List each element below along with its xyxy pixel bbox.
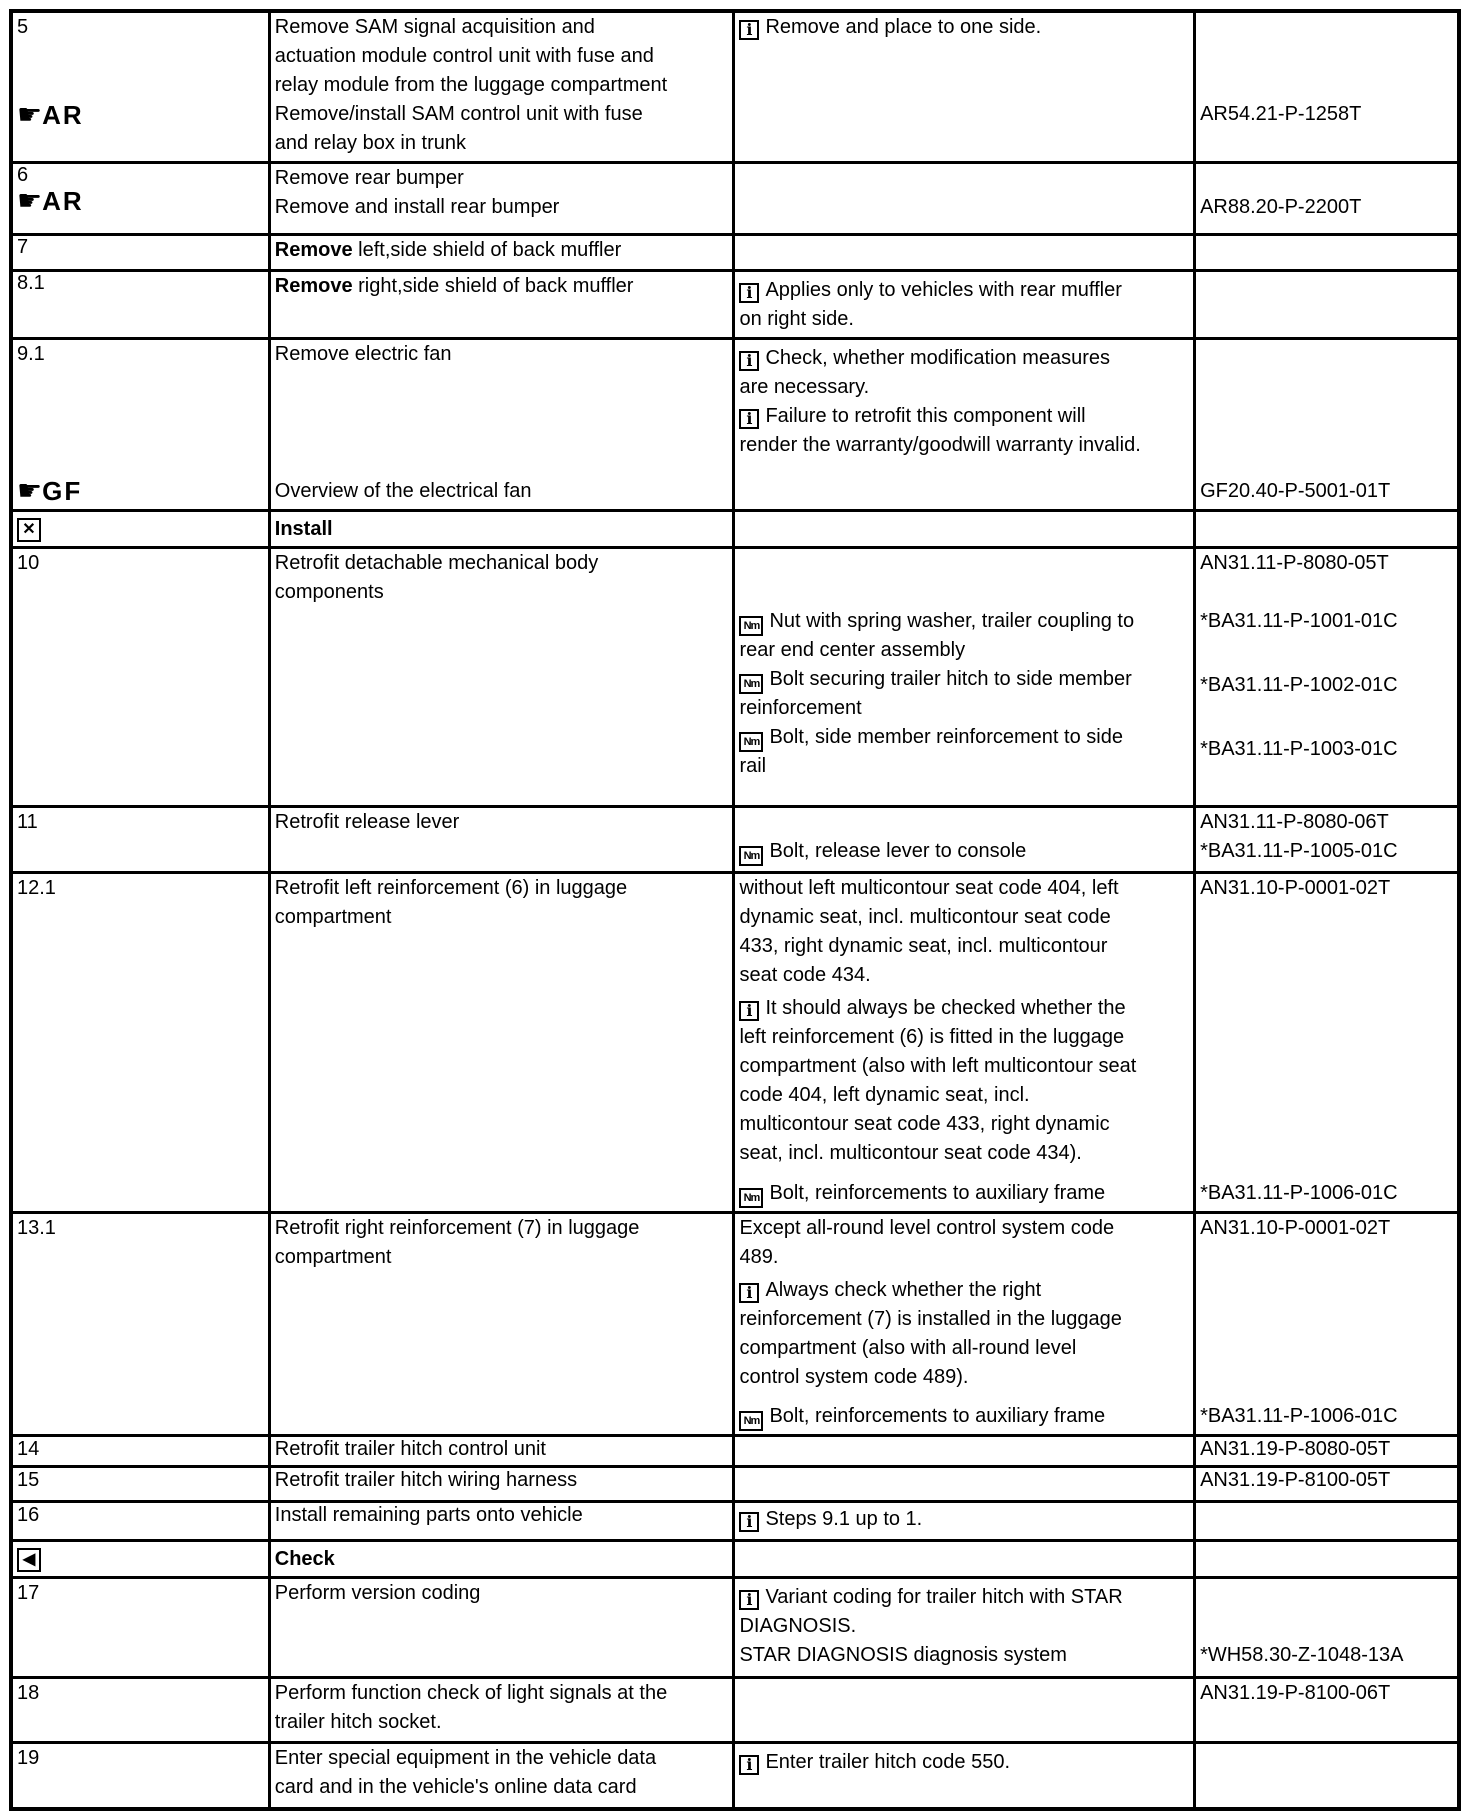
table-row	[11, 234, 1459, 270]
torque-text: Bolt, reinforcements to auxiliary frame	[769, 1181, 1106, 1204]
reference-link[interactable]: AN31.11-P-8080-06T	[1200, 810, 1389, 833]
torque-icon: Nm	[739, 1411, 763, 1431]
torque-icon: Nm	[739, 846, 763, 866]
procedure-table	[9, 9, 1461, 1811]
torque-text: reinforcement	[739, 696, 862, 719]
torque-text: rear end center assembly	[739, 638, 966, 661]
reference-link[interactable]: AR88.20-P-2200T	[1200, 195, 1362, 218]
table-row	[11, 270, 1459, 338]
step-number: 8.1	[17, 271, 45, 294]
info-icon: i	[739, 20, 759, 40]
section-row-check	[11, 1540, 1459, 1577]
ar-link[interactable]: ☛AR	[17, 183, 84, 217]
note-text: compartment (also with left multicontour seat	[739, 1054, 1137, 1077]
pointing-hand-icon: ☛	[17, 183, 43, 217]
step-text: Retrofit right reinforcement (7) in luggage	[274, 1216, 640, 1239]
step-text: Perform function check of light signals at the	[274, 1681, 668, 1704]
table-row	[11, 806, 1459, 872]
step-text: Remove/install SAM control unit with fuse	[274, 103, 643, 125]
step-text: Remove rear bumper	[274, 166, 464, 189]
table-row	[11, 1501, 1459, 1540]
table-row	[11, 1435, 1459, 1466]
note-text: reinforcement (7) is installed in the luggage	[739, 1307, 1122, 1330]
condition-text: dynamic seat, incl. multicontour seat code	[739, 905, 1111, 928]
step-number: 9.1	[17, 342, 45, 365]
condition-text: without left multicontour seat code 404, left	[739, 876, 1119, 899]
info-icon: i	[739, 1590, 759, 1610]
reference-link[interactable]: AN31.10-P-0001-02T	[1200, 1216, 1391, 1239]
step-text: Retrofit release lever	[274, 810, 460, 833]
note-text: Remove and place to one side.	[765, 16, 1042, 38]
step-text: right,side shield of back muffler	[352, 274, 634, 297]
info-icon: i	[739, 409, 759, 429]
note-text: Enter trailer hitch code 550.	[765, 1750, 1011, 1773]
step-text: Enter special equipment in the vehicle data	[274, 1746, 657, 1769]
step-number: 6	[17, 163, 29, 186]
torque-icon: Nm	[739, 1188, 763, 1208]
step-number: 5	[17, 16, 29, 38]
torque-icon: Nm	[739, 732, 763, 752]
note-text: Applies only to vehicles with rear muffler	[765, 278, 1122, 301]
step-text: Retrofit detachable mechanical body	[274, 551, 599, 574]
step-text: Remove SAM signal acquisition and	[274, 16, 595, 38]
note-text: control system code 489).	[739, 1365, 969, 1388]
step-number: 13.1	[17, 1216, 56, 1239]
reference-link[interactable]: *BA31.11-P-1005-01C	[1200, 839, 1398, 862]
info-icon: i	[739, 283, 759, 303]
note-text: Failure to retrofit this component will	[765, 404, 1086, 427]
action-verb: Remove	[274, 238, 353, 261]
step-text: and relay box in trunk	[274, 132, 466, 154]
table-row	[11, 11, 1459, 162]
reference-link[interactable]: GF20.40-P-5001-01T	[1200, 479, 1391, 502]
table-row	[11, 1742, 1459, 1809]
note-text: are necessary.	[739, 375, 870, 398]
pointing-hand-icon: ☛	[17, 473, 43, 507]
table-row	[11, 338, 1459, 510]
step-text: Retrofit left reinforcement (6) in luggage	[274, 876, 628, 899]
step-text: compartment	[274, 905, 392, 928]
step-number: 17	[17, 1581, 40, 1604]
table-row	[11, 1577, 1459, 1677]
install-icon: ✕	[17, 518, 41, 542]
gf-link[interactable]: ☛GF	[17, 473, 83, 507]
table-row	[11, 1466, 1459, 1501]
step-text: Retrofit trailer hitch wiring harness	[274, 1468, 578, 1491]
section-heading: Install	[274, 517, 333, 540]
reference-link[interactable]: AN31.19-P-8100-06T	[1200, 1681, 1391, 1704]
table-row	[11, 162, 1459, 234]
action-verb: Remove	[274, 274, 353, 297]
step-text: components	[274, 580, 384, 603]
reference-link[interactable]: *BA31.11-P-1003-01C	[1200, 737, 1398, 760]
condition-text: 489.	[739, 1245, 779, 1268]
torque-text: Bolt, release lever to console	[769, 839, 1027, 862]
note-text: Always check whether the right	[765, 1278, 1042, 1301]
reference-link[interactable]: AN31.19-P-8100-05T	[1200, 1468, 1391, 1491]
note-text: seat, incl. multicontour seat code 434).	[739, 1141, 1082, 1164]
step-number: 16	[17, 1503, 40, 1526]
reference-link[interactable]: *BA31.11-P-1001-01C	[1200, 609, 1398, 632]
condition-text: 433, right dynamic seat, incl. multicontour	[739, 934, 1108, 957]
note-text: render the warranty/goodwill warranty invalid.	[739, 433, 1141, 456]
step-text: relay module from the luggage compartment	[274, 74, 668, 96]
step-text: Perform version coding	[274, 1581, 481, 1604]
step-text: Overview of the electrical fan	[274, 479, 532, 502]
step-text: compartment	[274, 1245, 392, 1268]
reference-link[interactable]: *WH58.30-Z-1048-13A	[1200, 1643, 1404, 1666]
step-number: 10	[17, 551, 40, 574]
check-icon: ◀	[17, 1548, 41, 1572]
note-text: on right side.	[739, 307, 854, 330]
torque-text: Bolt, reinforcements to auxiliary frame	[769, 1404, 1106, 1427]
torque-text: Bolt securing trailer hitch to side member	[769, 667, 1132, 690]
note-text: Check, whether modification measures	[765, 346, 1111, 369]
torque-icon: Nm	[739, 674, 763, 694]
info-icon: i	[739, 1001, 759, 1021]
step-text: Remove and install rear bumper	[274, 195, 560, 218]
step-text: Remove electric fan	[274, 342, 452, 365]
reference-link[interactable]: *BA31.11-P-1006-01C	[1200, 1181, 1398, 1204]
step-text: actuation module control unit with fuse and	[274, 45, 654, 67]
step-number: 14	[17, 1437, 40, 1460]
step-number: 19	[17, 1746, 40, 1769]
table-row	[11, 872, 1459, 1212]
note-text: compartment (also with all-round level	[739, 1336, 1077, 1359]
info-icon: i	[739, 1283, 759, 1303]
step-text: Retrofit trailer hitch control unit	[274, 1437, 546, 1460]
reference-link[interactable]: AN31.11-P-8080-05T	[1200, 551, 1389, 574]
torque-text: Nut with spring washer, trailer coupling to	[769, 609, 1135, 632]
condition-text: Except all-round level control system code	[739, 1216, 1115, 1239]
step-text: trailer hitch socket.	[274, 1710, 442, 1733]
step-text: Install remaining parts onto vehicle	[274, 1503, 583, 1526]
step-number: 12.1	[17, 876, 56, 899]
table-row	[11, 1212, 1459, 1435]
note-text: code 404, left dynamic seat, incl.	[739, 1083, 1030, 1106]
note-text: STAR DIAGNOSIS diagnosis system	[739, 1643, 1067, 1666]
step-number: 15	[17, 1468, 40, 1491]
info-icon: i	[739, 1755, 759, 1775]
torque-text: rail	[739, 754, 767, 777]
reference-link[interactable]: *BA31.11-P-1006-01C	[1200, 1404, 1398, 1427]
note-text: Variant coding for trailer hitch with STAR	[765, 1585, 1123, 1608]
info-icon: i	[739, 1512, 759, 1532]
table-row	[11, 1677, 1459, 1742]
note-text: multicontour seat code 433, right dynamic	[739, 1112, 1110, 1135]
note-text: It should always be checked whether the	[765, 996, 1126, 1019]
note-text: Steps 9.1 up to 1.	[765, 1507, 923, 1530]
reference-link[interactable]: AN31.10-P-0001-02T	[1200, 876, 1391, 899]
section-row-install	[11, 510, 1459, 547]
reference-link[interactable]: *BA31.11-P-1002-01C	[1200, 673, 1398, 696]
step-number: 11	[17, 810, 38, 833]
reference-link[interactable]: AN31.19-P-8080-05T	[1200, 1437, 1391, 1460]
info-icon: i	[739, 351, 759, 371]
step-number: 7	[17, 235, 29, 258]
torque-icon: Nm	[739, 616, 763, 636]
note-text: left reinforcement (6) is fitted in the luggage	[739, 1025, 1125, 1048]
note-text: DIAGNOSIS.	[739, 1614, 857, 1637]
condition-text: seat code 434.	[739, 963, 871, 986]
pointing-hand-icon: ☛	[17, 98, 43, 131]
step-number: 18	[17, 1681, 40, 1704]
reference-link[interactable]: AR54.21-P-1258T	[1200, 103, 1362, 125]
torque-text: Bolt, side member reinforcement to side	[769, 725, 1123, 748]
step-text: left,side shield of back muffler	[352, 238, 622, 261]
step-text: card and in the vehicle's online data card	[274, 1775, 637, 1798]
section-heading: Check	[274, 1547, 335, 1570]
ar-link[interactable]: ☛AR	[17, 98, 84, 131]
table-row	[11, 547, 1459, 806]
